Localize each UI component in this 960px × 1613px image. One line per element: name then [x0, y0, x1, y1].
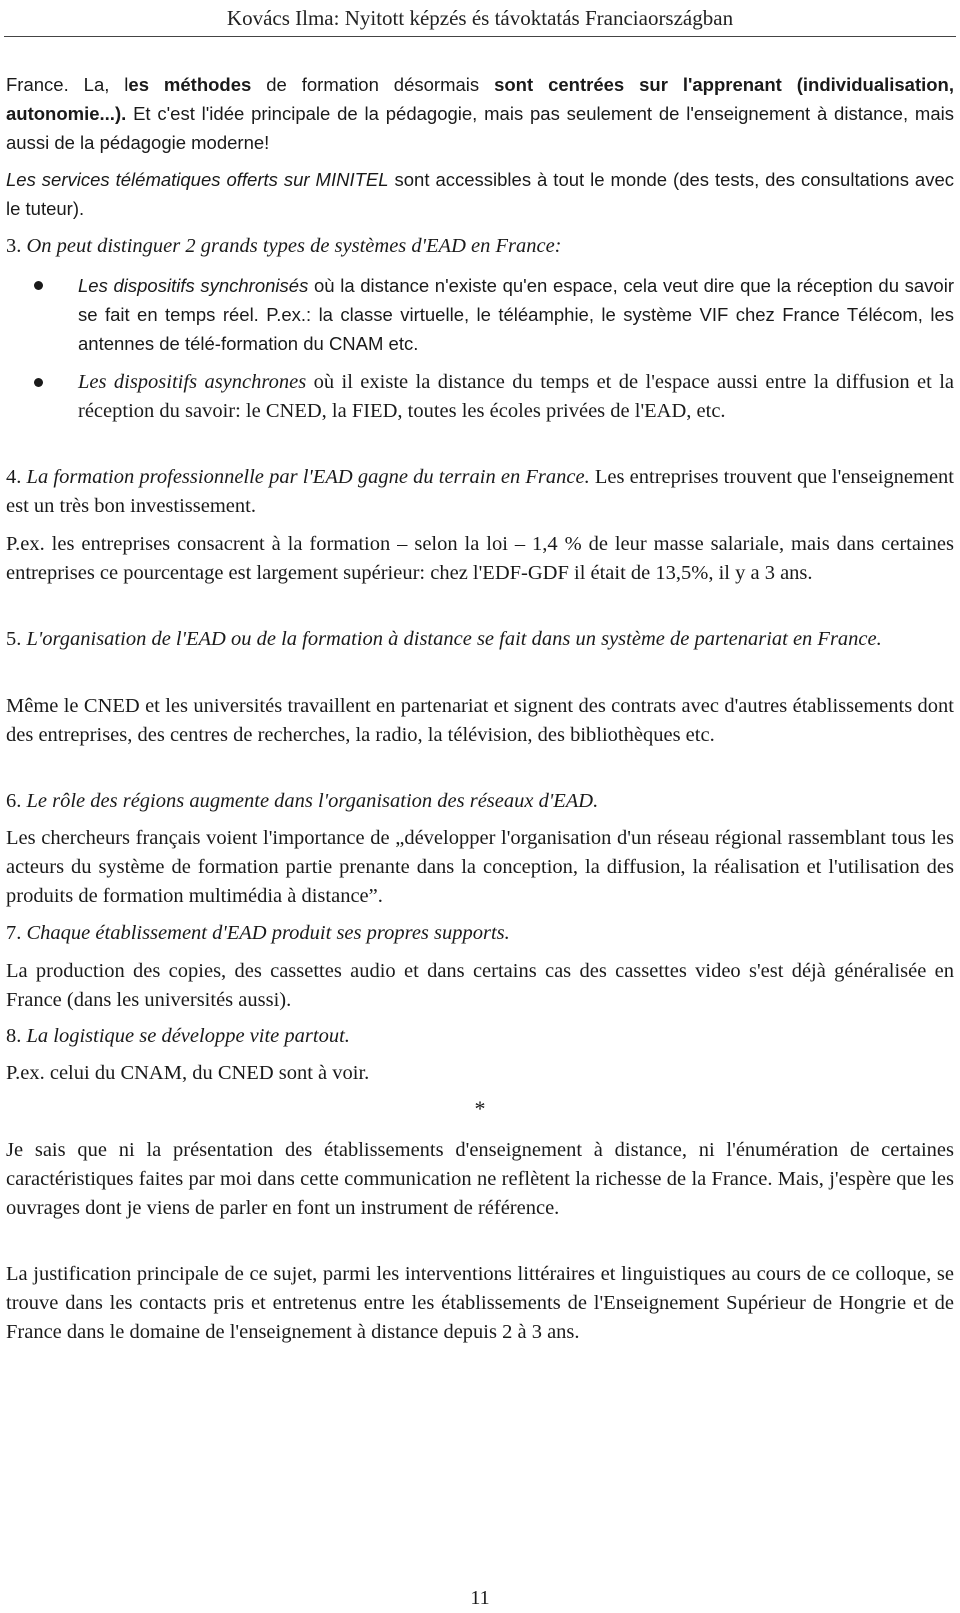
- paragraph-intro: [6, 70, 954, 157]
- paragraph-justification: La justification principale de ce sujet, parmi les interventions littéraires et linguistiques au cours de ce colloque, se trouve dans les contacts pris et entretenus entre les établissements de l'Enseignement Supérieur de Hongrie et de France dans le domaine de l'enseignement à distance depuis 2 à 3 ans.: [6, 1263, 954, 1343]
- section-number: 8.: [6, 1025, 27, 1047]
- paragraph-example: P.ex. les entreprises consacrent à la formation – selon la loi – 1,4 % de leur masse salariale, mais dans certaines entreprises ce pourcentage est largement supérieur: chez l'EDF-GDF il était de 13,5%, il y a 3 ans.: [6, 533, 954, 584]
- paragraph-4: [6, 463, 954, 521]
- bold-run: sont centrées sur l'apprenant (individualisation, autonomie...).: [6, 74, 955, 124]
- section-number: 4.: [6, 466, 27, 488]
- paragraph-minitel: [6, 165, 954, 223]
- heading-7: [6, 919, 954, 948]
- italic-run: Les services télématiques offerts sur MINITEL: [6, 169, 389, 190]
- text-run: où il existe la distance du temps et de l'espace aussi entre la diffusion et la réception du savoir: le CNED, la FIED, toutes les écoles privées de l'EAD, etc.: [78, 371, 955, 422]
- list-item-text: [78, 271, 954, 358]
- italic-run: Les dispositifs asynchrones: [78, 371, 307, 393]
- section-number: 7.: [6, 922, 27, 944]
- text-run: Et c'est l'idée principale de la pédagogie, mais pas seulement de l'enseignement à distance, mais aussi de la pédagogie moderne!: [6, 103, 954, 153]
- section-separator: *: [474, 1096, 486, 1121]
- italic-run: Chaque établissement d'EAD produit ses propres supports.: [26, 922, 510, 944]
- italic-run: On peut distinguer 2 grands types de systèmes d'EAD en France:: [26, 235, 562, 257]
- italic-run: L'organisation de l'EAD ou de la formation à distance se fait dans un système de partenariat en France.: [26, 628, 882, 650]
- bullet-icon: [34, 378, 43, 387]
- bold-run: es méthodes: [128, 74, 252, 95]
- paragraph-partnership: Même le CNED et les universités travaillent en partenariat et signent des contrats avec d'autres établissements dont des entreprises, des centres de recherches, la radio, la télévision, des bibliothèques etc.: [6, 695, 954, 746]
- paragraph-production: La production des copies, des cassettes audio et dans certains cas des cassettes video s'est déjà généralisée en France (dans les universités aussi).: [6, 960, 954, 1011]
- heading-3: [6, 232, 954, 261]
- text-run: de formation désormais: [251, 74, 495, 95]
- bullet-icon: [34, 281, 43, 290]
- heading-5: [6, 625, 954, 654]
- text-run: où la distance n'existe qu'en espace, cela veut dire que la réception du savoir se fait en temps réel. P.ex.: la classe virtuelle, le téléamphie, le système VIF chez France Télécom, les antennes de télé-formation du CNAM etc.: [78, 275, 954, 354]
- italic-run: Le rôle des régions augmente dans l'organisation des réseaux d'EAD.: [26, 790, 599, 812]
- paragraph-logistics: P.ex. celui du CNAM, du CNED sont à voir.: [6, 1062, 370, 1084]
- running-header: Kovács Ilma: Nyitott képzés és távoktatás Franciaországban: [226, 6, 734, 30]
- section-number: 3.: [6, 235, 27, 257]
- paragraph-conclusion: Je sais que ni la présentation des établissements d'enseignement à distance, ni l'énumération de certaines caractéristiques faites par moi dans cette communication ne reflètent la richesse de la France. Mais, j'espère que les ouvrages dont je viens de parler en font un instrument de référence.: [6, 1139, 954, 1219]
- page-number: 11: [470, 1587, 490, 1609]
- list-item-text: [78, 368, 954, 426]
- text-run: France. La, l: [6, 74, 129, 95]
- paragraph-researchers: Les chercheurs français voient l'importance de „développer l'organisation d'un réseau régional rassemblant tous les acteurs du système de formation partie prenante dans la conception, la diffusion, la réalisation et l'utilisation des produits de formation multimédia à distance”.: [6, 827, 954, 907]
- italic-run: La formation professionnelle par l'EAD gagne du terrain en France.: [26, 466, 590, 488]
- heading-8: [6, 1022, 954, 1051]
- section-number: 5.: [6, 628, 27, 650]
- text-run: sont accessibles à tout le monde (des tests, des consultations avec le tuteur).: [6, 169, 955, 219]
- italic-run: La logistique se développe vite partout.: [26, 1025, 350, 1047]
- header-rule: [4, 36, 956, 37]
- section-number: 6.: [6, 790, 27, 812]
- text-run: Les entreprises trouvent que l'enseignement est un très bon investissement.: [6, 466, 954, 517]
- italic-run: Les dispositifs synchronisés: [78, 275, 309, 296]
- heading-6: [6, 787, 954, 816]
